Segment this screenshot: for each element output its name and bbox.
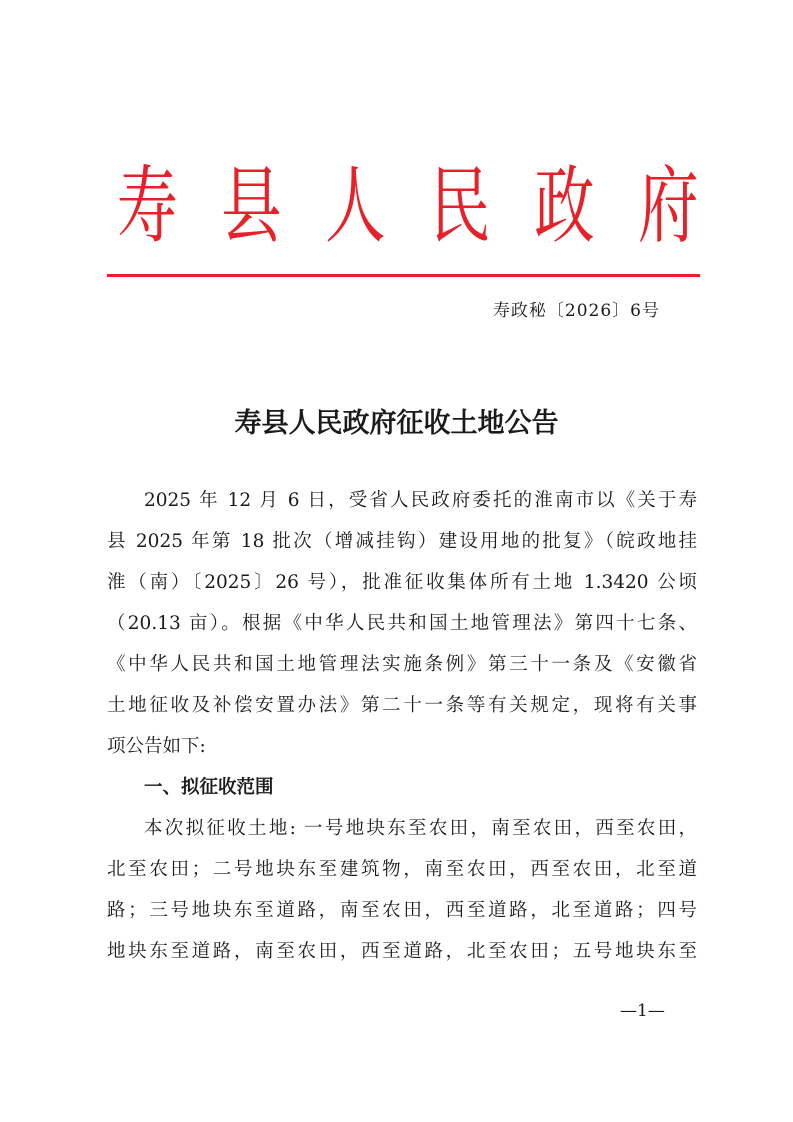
body-line: （20.13 亩）。根据《中华人民共和国土地管理法》第四十七条、 <box>107 613 697 634</box>
body-line: 本次拟征收土地: 一号地块东至农田，南至农田，西至农田， <box>144 818 697 839</box>
body-line: 土地征收及补偿安置办法》第二十一条等有关规定，现将有关事 <box>107 695 697 716</box>
body-line: 项公告如下: <box>107 736 206 757</box>
body-line: 路；三号地块东至道路，南至农田，西至道路，北至道路；四号 <box>107 900 697 921</box>
body-line: 淮（南）〔2025〕26 号），批准征收集体所有土地 1.3420 公顷 <box>107 572 697 593</box>
masthead-char: 县 <box>221 157 282 255</box>
body-line: 《中华人民共和国土地管理法实施条例》第三十一条及《安徽省 <box>107 654 697 675</box>
masthead-red-rule <box>107 274 700 277</box>
body-line: 北至农田；二号地块东至建筑物，南至农田，西至农田，北至道 <box>107 859 697 880</box>
section-heading: 一、拟征收范围 <box>144 777 274 798</box>
body-line: 2025 年 12 月 6 日，受省人民政府委托的淮南市以《关于寿 <box>144 490 697 511</box>
masthead-char: 寿 <box>117 157 178 255</box>
masthead-char: 政 <box>533 157 595 255</box>
masthead-char: 民 <box>429 157 491 255</box>
document-body <box>107 480 697 972</box>
document-number: 寿政秘〔2026〕6号 <box>492 301 660 321</box>
document-title: 寿县人民政府征收土地公告 <box>234 408 559 439</box>
page-number: —1— <box>620 1001 665 1021</box>
body-line: 地块东至道路，南至农田，西至道路，北至农田；五号地块东至 <box>107 941 697 962</box>
masthead-char: 人 <box>325 157 386 255</box>
masthead <box>107 158 700 254</box>
masthead-char: 府 <box>638 157 699 255</box>
body-line: 县 2025 年第 18 批次（增减挂钩）建设用地的批复》（皖政地挂 <box>107 531 697 552</box>
